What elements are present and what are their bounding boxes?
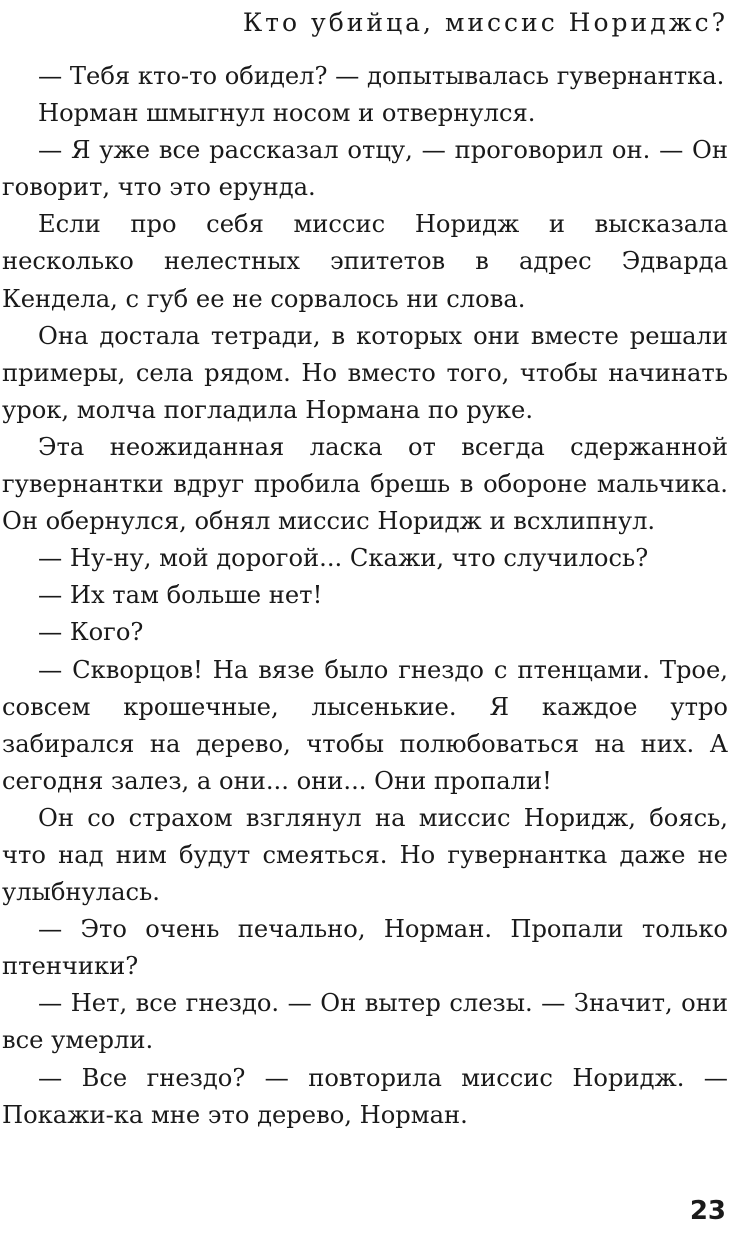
paragraph: Если про себя миссис Норидж и высказала несколько нелестных эпитетов в адрес Эдварда Кендела, с губ ее не сорвалось ни слова. xyxy=(2,210,728,313)
paragraph: — Их там больше нет! xyxy=(38,581,323,610)
paragraph: Он со страхом взглянул на миссис Норидж, боясь, что над ним будут смеяться. Но гувернантка даже не улыбнулась. xyxy=(2,803,728,907)
paragraph: — Это очень печально, Норман. Пропали только птенчики? xyxy=(2,915,728,981)
page-number: 23 xyxy=(689,1196,726,1226)
paragraph: — Все гнездо? — повторила миссис Норидж. — Покажи-ка мне это дерево, Норман. xyxy=(2,1063,728,1129)
paragraph: Эта неожиданная ласка от всегда сдержанной гувернантки вдруг пробила брешь в обороне мальчика. Он обернулся, обнял миссис Норидж и всхлипнул. xyxy=(2,432,728,536)
body-text xyxy=(2,58,728,1134)
running-head-title: Кто убийца, миссис Нориджс? xyxy=(242,8,728,37)
paragraph: — Ну-ну, мой дорогой... Скажи, что случилось? xyxy=(38,544,649,573)
paragraph: — Кого? xyxy=(38,618,144,647)
paragraph: Норман шмыгнул носом и отвернулся. xyxy=(38,99,536,128)
paragraph: — Скворцов! На вязе было гнездо с птенцами. Трое, совсем крошечные, лысенькие. Я каждое утро забирался на дерево, чтобы полюбоваться на них. А сегодня залез, а они... они... Они пропали! xyxy=(2,655,728,795)
paragraph: Она достала тетради, в которых они вместе решали примеры, села рядом. Но вместо того, чтобы начинать урок, молча погладила Нормана по руке. xyxy=(2,321,728,424)
paragraph: — Я уже все рассказал отцу, — проговорил он. — Он говорит, что это ерунда. xyxy=(2,136,728,202)
paragraph: — Тебя кто-то обидел? — допытывалась гувернантка. xyxy=(38,62,725,90)
paragraph: — Нет, все гнездо. — Он вытер слезы. — Значит, они все умерли. xyxy=(2,989,728,1055)
